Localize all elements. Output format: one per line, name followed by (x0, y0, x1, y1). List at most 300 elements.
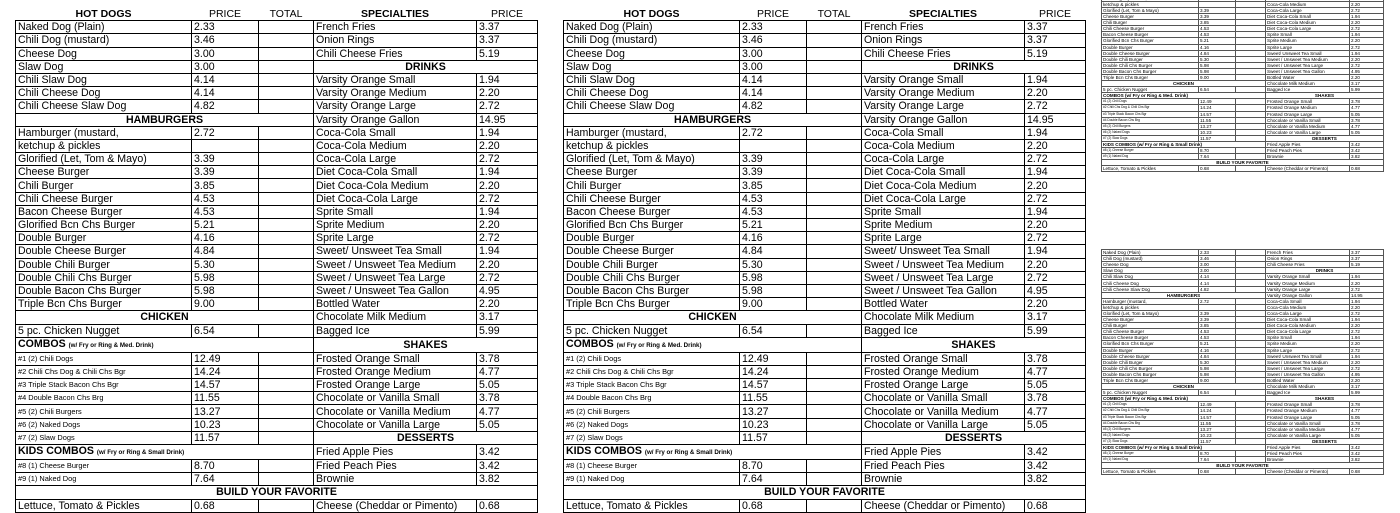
section-header: DRINKS (862, 60, 1086, 73)
item-name: #8 (1) Cheese Burger (1102, 148, 1199, 154)
item-price: 12.49 (192, 352, 259, 365)
item-name: Sprite Small (314, 205, 477, 218)
item-total-cell[interactable] (259, 298, 314, 311)
item-total-cell[interactable] (259, 34, 314, 47)
item-price: 3.37 (1025, 21, 1086, 34)
item-name: Diet Coca-Cola Large (1266, 26, 1350, 32)
section-header (16, 445, 314, 460)
item-name: #7 (2) Slaw Dogs (1102, 438, 1199, 444)
item-name: Varsity Orange Gallon (862, 113, 1025, 126)
item-name: #2 Chili Chs Dog & Chili Chs Bgr (1102, 105, 1199, 111)
item-name: Double Burger (1102, 347, 1199, 353)
item-name: Sweet/ Unsweet Tea Small (1266, 353, 1350, 359)
item-price: 3.42 (1350, 445, 1384, 451)
item-name: Sprite Large (862, 232, 1025, 245)
item-price: 13.27 (740, 405, 807, 418)
item-price: 2.20 (1025, 258, 1086, 271)
item-name: #9 (1) Naked Dog (1102, 457, 1199, 463)
item-name: Double Burger (16, 232, 192, 245)
column-header-specialties: SPECIALTIES (908, 8, 978, 21)
item-name: Cheese Burger (1102, 317, 1199, 323)
item-total-cell[interactable] (807, 271, 862, 284)
item-name: Frosted Orange Medium (862, 365, 1025, 378)
item-total-cell[interactable] (259, 166, 314, 179)
item-price: 3.78 (477, 352, 538, 365)
item-price: 14.95 (1025, 113, 1086, 126)
item-price: 3.42 (1350, 451, 1384, 457)
item-price: 4.77 (1350, 105, 1384, 111)
item-total-cell[interactable] (807, 166, 862, 179)
section-note: (w/ Fry or Ring & Med. Drink) (68, 341, 154, 349)
item-total-cell[interactable] (259, 431, 314, 444)
item-name: Chocolate or Vanilla Large (1266, 432, 1350, 438)
item-total-cell[interactable] (259, 139, 314, 152)
item-name: Chili Burger (1102, 20, 1199, 26)
item-name: Double Chili Chs Burger (564, 271, 740, 284)
item-price: 2.20 (1350, 280, 1384, 286)
item-price: 2.72 (477, 153, 538, 166)
item-total-cell[interactable] (807, 153, 862, 166)
item-name: #9 (1) Naked Dog (1102, 154, 1199, 160)
section-header: SHAKES (314, 337, 538, 352)
table-row (564, 100, 1086, 113)
item-name: #6 (2) Naked Dogs (16, 418, 192, 431)
item-name: Sprite Small (1266, 32, 1350, 38)
item-price: 3.78 (477, 392, 538, 405)
item-total-cell[interactable] (807, 392, 862, 405)
item-name: Frosted Orange Medium (1266, 105, 1350, 111)
item-name: Sweet/ Unsweet Tea Small (1266, 50, 1350, 56)
item-price: 0.68 (192, 499, 259, 512)
item-name: Bagged Ice (1266, 87, 1350, 93)
item-name: Varsity Orange Medium (314, 87, 477, 100)
table-row (1102, 469, 1384, 475)
item-price: 4.84 (1199, 50, 1236, 56)
item-name: Double Burger (1102, 44, 1199, 50)
item-price: 2.72 (1350, 329, 1384, 335)
menu-table (1101, 249, 1384, 475)
item-price: 2.72 (1350, 44, 1384, 50)
order-sheet-thumbnail-bottom (1101, 249, 1385, 500)
item-name: #2 Chili Chs Dog & Chili Chs Bgr (1102, 408, 1199, 414)
item-total-cell[interactable] (259, 284, 314, 297)
section-title: COMBOS (1103, 93, 1124, 99)
item-price: 7.64 (192, 473, 259, 486)
item-name: Chili Cheese Slaw Dog (564, 100, 740, 113)
item-total-cell[interactable] (259, 258, 314, 271)
column-header-price: PRICE (208, 8, 242, 21)
item-name: Bagged Ice (314, 324, 477, 337)
item-name: Chili Burger (1102, 323, 1199, 329)
item-price: 4.82 (192, 100, 259, 113)
item-total-cell[interactable] (807, 139, 862, 152)
table-row (16, 271, 538, 284)
table-row (16, 126, 538, 139)
section-header: SHAKES (1266, 396, 1384, 402)
item-name: Coca-Cola Medium (314, 139, 477, 152)
section-header: SHAKES (1266, 93, 1384, 99)
item-name: Chili Cheese Dog (564, 87, 740, 100)
item-name: Cheese Dog (16, 47, 192, 60)
item-name: Sweet/ Unsweet Tea Small (314, 245, 477, 258)
section-header: DRINKS (1266, 268, 1384, 274)
item-total-cell[interactable] (259, 232, 314, 245)
item-price: 5.99 (1350, 390, 1384, 396)
item-price: 5.98 (1199, 371, 1236, 377)
section-header: BUILD YOUR FAVORITE (1102, 463, 1384, 469)
item-total-cell[interactable] (259, 219, 314, 232)
item-price: 1.94 (477, 166, 538, 179)
item-total-cell[interactable] (259, 153, 314, 166)
item-total-cell[interactable] (807, 47, 862, 60)
item-price: 1.94 (1025, 166, 1086, 179)
item-name: #7 (2) Slaw Dogs (16, 431, 192, 444)
item-total-cell[interactable] (807, 73, 862, 86)
item-name: Bottled Water (1266, 74, 1350, 80)
item-price: 4.14 (1199, 274, 1236, 280)
item-total-cell[interactable] (259, 126, 314, 139)
item-name: Chili Dog (mustard) (16, 34, 192, 47)
item-name: Double Chili Burger (564, 258, 740, 271)
item-name: Coca-Cola Medium (1266, 1, 1350, 7)
item-price: 3.39 (192, 153, 259, 166)
item-name: Varsity Orange Small (314, 73, 477, 86)
item-total-cell[interactable] (259, 324, 314, 337)
item-total-cell[interactable] (259, 245, 314, 258)
item-name: Frosted Orange Large (314, 379, 477, 392)
item-total-cell[interactable] (259, 473, 314, 486)
section-title: COMBOS (1103, 396, 1124, 402)
item-price: 3.37 (477, 21, 538, 34)
item-price: 2.33 (740, 21, 807, 34)
item-total-cell[interactable] (259, 418, 314, 431)
item-total-cell[interactable] (807, 205, 862, 218)
item-price: 0.68 (1350, 469, 1384, 475)
item-total-cell[interactable] (807, 21, 862, 34)
item-total-cell[interactable] (259, 87, 314, 100)
item-price: 4.53 (740, 205, 807, 218)
item-name: #5 (2) Chili Burgers (564, 405, 740, 418)
item-name: Coca-Cola Small (1266, 298, 1350, 304)
item-price: 3.42 (1350, 142, 1384, 148)
item-price: 2.72 (1025, 232, 1086, 245)
item-price: 2.72 (477, 100, 538, 113)
item-name: Chili Cheese Burger (564, 192, 740, 205)
item-price: 3.78 (1350, 420, 1384, 426)
item-name: Double Chili Chs Burger (1102, 62, 1199, 68)
item-name: #9 (1) Naked Dog (564, 473, 740, 486)
item-name: Naked Dog (Plain) (1102, 250, 1199, 256)
item-name: Chocolate or Vanilla Medium (1266, 426, 1350, 432)
item-price: 9.00 (192, 298, 259, 311)
item-name: Lettuce, Tomato & Pickles (1102, 469, 1199, 475)
item-total-cell[interactable] (807, 405, 862, 418)
item-name: ketchup & pickles (16, 139, 192, 152)
item-name: Frosted Orange Large (1266, 111, 1350, 117)
table-row (564, 365, 1086, 378)
table-row (16, 205, 538, 218)
item-price: 3.46 (192, 34, 259, 47)
item-total-cell[interactable] (259, 179, 314, 192)
table-row (16, 73, 538, 86)
item-total-cell[interactable] (259, 405, 314, 418)
item-name: Coca-Cola Small (314, 126, 477, 139)
item-total-cell[interactable] (259, 379, 314, 392)
item-price: 0.68 (740, 499, 807, 512)
table-row (564, 258, 1086, 271)
item-total-cell[interactable] (259, 73, 314, 86)
item-name: Double Cheese Burger (564, 245, 740, 258)
item-name: Bacon Cheese Burger (1102, 335, 1199, 341)
section-note: (w/ Fry or Ring & Med. Drink) (1124, 396, 1188, 402)
table-row (564, 271, 1086, 284)
table-row (564, 379, 1086, 392)
section-header: HAMBURGERS (1102, 292, 1266, 298)
item-name: French Fries (314, 21, 477, 34)
item-price: 3.17 (1350, 384, 1384, 390)
item-name: #5 (2) Chili Burgers (1102, 123, 1199, 129)
table-row (564, 445, 1086, 460)
item-total-cell[interactable] (1236, 166, 1266, 172)
item-name: Bagged Ice (862, 324, 1025, 337)
item-price: 4.53 (1199, 32, 1236, 38)
item-name: Coca-Cola Small (862, 126, 1025, 139)
item-name: Cheese Burger (564, 166, 740, 179)
item-price: 4.82 (1199, 286, 1236, 292)
item-total-cell[interactable] (807, 499, 862, 512)
item-total-cell[interactable] (807, 232, 862, 245)
item-total-cell[interactable] (807, 418, 862, 431)
section-note: (w/ Fry or Ring & Small Drink) (96, 449, 185, 456)
table-row (16, 179, 538, 192)
table-row (16, 460, 538, 473)
item-name: ketchup & pickles (1102, 304, 1199, 310)
table-row (1102, 166, 1384, 172)
item-total-cell[interactable] (807, 219, 862, 232)
item-price: 4.95 (1025, 284, 1086, 297)
item-price: 5.99 (477, 324, 538, 337)
item-price: 2.72 (1025, 192, 1086, 205)
table-row (564, 499, 1086, 512)
item-price: 8.70 (1199, 451, 1236, 457)
item-total-cell[interactable] (807, 34, 862, 47)
item-total-cell[interactable] (807, 245, 862, 258)
item-price: 1.94 (477, 73, 538, 86)
item-total-cell[interactable] (259, 271, 314, 284)
item-name: Fried Peach Pies (1266, 451, 1350, 457)
item-price: 3.42 (1025, 445, 1086, 460)
item-total-cell[interactable] (807, 126, 862, 139)
item-name: Triple Bcn Chs Burger (1102, 74, 1199, 80)
item-price: 3.37 (1350, 256, 1384, 262)
item-name: Hamburger (mustard, (564, 126, 740, 139)
item-total-cell[interactable] (259, 192, 314, 205)
item-price: 4.53 (192, 192, 259, 205)
item-name: Varsity Orange Large (862, 100, 1025, 113)
item-price: 3.85 (1199, 20, 1236, 26)
section-header: BUILD YOUR FAVORITE (564, 486, 1086, 499)
item-total-cell[interactable] (807, 298, 862, 311)
item-total-cell[interactable] (807, 100, 862, 113)
item-price: 1.94 (1350, 298, 1384, 304)
item-name: Chili Cheese Dog (16, 87, 192, 100)
item-price: 5.98 (192, 284, 259, 297)
table-row (564, 205, 1086, 218)
item-total-cell[interactable] (807, 379, 862, 392)
item-price: 8.70 (740, 460, 807, 473)
table-row (16, 166, 538, 179)
column-header-hot-dogs: HOT DOGS (75, 8, 132, 21)
item-total-cell[interactable] (259, 100, 314, 113)
item-price: 3.00 (740, 60, 807, 73)
item-price: 14.95 (477, 113, 538, 126)
item-price: 3.78 (1025, 392, 1086, 405)
item-price: 5.05 (477, 379, 538, 392)
item-name: Naked Dog (Plain) (564, 21, 740, 34)
table-row (564, 232, 1086, 245)
section-title: KIDS COMBOS (18, 445, 94, 457)
item-total-cell[interactable] (807, 324, 862, 337)
item-total-cell[interactable] (259, 460, 314, 473)
item-price: 14.57 (740, 379, 807, 392)
item-price: 6.54 (740, 324, 807, 337)
item-price: 12.49 (1199, 402, 1236, 408)
item-name: French Fries (1266, 250, 1350, 256)
item-name: Lettuce, Tomato & Pickles (564, 499, 740, 512)
item-name: Double Cheese Burger (1102, 353, 1199, 359)
item-price: 2.72 (1025, 153, 1086, 166)
item-price: 2.72 (477, 271, 538, 284)
header-row (564, 8, 1086, 21)
item-price: 2.72 (192, 126, 259, 139)
item-name: Double Chili Burger (16, 258, 192, 271)
item-total-cell[interactable] (807, 192, 862, 205)
section-note: (w/ Fry or Ring & Small Drink) (644, 449, 733, 456)
item-total-cell[interactable] (807, 284, 862, 297)
item-name: Frosted Orange Small (314, 352, 477, 365)
item-price: 0.68 (1199, 166, 1236, 172)
item-price: 4.16 (740, 232, 807, 245)
item-price: 3.78 (1350, 99, 1384, 105)
section-header: DESSERTS (1266, 438, 1384, 444)
item-total-cell[interactable] (807, 60, 862, 73)
item-name: Diet Coca-Cola Small (1266, 317, 1350, 323)
item-price: 11.55 (1199, 117, 1236, 123)
item-price: 2.72 (1025, 271, 1086, 284)
item-total-cell[interactable] (259, 352, 314, 365)
item-price: 11.55 (1199, 420, 1236, 426)
item-name: Frosted Orange Small (862, 352, 1025, 365)
item-name: #2 Chili Chs Dog & Chili Chs Bgr (564, 365, 740, 378)
item-name: Brownie (1266, 154, 1350, 160)
item-name: Glorified Bcn Chs Burger (1102, 341, 1199, 347)
item-price: 3.39 (1199, 310, 1236, 316)
item-price: 3.85 (1199, 323, 1236, 329)
section-title: COMBOS (566, 337, 614, 350)
item-name: Frosted Orange Large (1266, 414, 1350, 420)
item-price: 3.46 (740, 34, 807, 47)
item-name: Bottled Water (314, 298, 477, 311)
item-price: 5.19 (1025, 47, 1086, 60)
item-name: Brownie (862, 473, 1025, 486)
item-name: Glorified Bcn Chs Burger (1102, 38, 1199, 44)
item-name: #3 Triple Stack Bacon Chs Bgr (564, 379, 740, 392)
item-name: Onion Rings (314, 34, 477, 47)
table-row (564, 126, 1086, 139)
section-header: DESSERTS (1266, 135, 1384, 141)
item-price: 14.95 (1350, 292, 1384, 298)
item-name: Chili Burger (16, 179, 192, 192)
item-total-cell[interactable] (259, 47, 314, 60)
item-total-cell[interactable] (807, 87, 862, 100)
item-price: 5.05 (1025, 418, 1086, 431)
item-total-cell[interactable] (259, 205, 314, 218)
item-name: Onion Rings (862, 34, 1025, 47)
item-price: 14.57 (192, 379, 259, 392)
item-total-cell[interactable] (807, 460, 862, 473)
item-total-cell[interactable] (259, 60, 314, 73)
item-name: 5 pc. Chicken Nugget (1102, 87, 1199, 93)
item-name: Sweet / Unsweet Tea Gallon (1266, 68, 1350, 74)
item-name: Diet Coca-Cola Small (314, 166, 477, 179)
item-total-cell[interactable] (259, 392, 314, 405)
section-title: COMBOS (18, 337, 66, 350)
item-name: Double Chili Chs Burger (16, 271, 192, 284)
item-price: 3.42 (477, 460, 538, 473)
item-total-cell[interactable] (807, 352, 862, 365)
item-name: Glorified (Let, Tom & Mayo) (564, 153, 740, 166)
item-price: 4.77 (1025, 365, 1086, 378)
item-price: 2.20 (1350, 1, 1384, 7)
table-row (564, 139, 1086, 152)
item-price: 4.53 (1199, 26, 1236, 32)
item-name: Cheese Dog (1102, 262, 1199, 268)
item-total-cell[interactable] (807, 179, 862, 192)
item-total-cell[interactable] (807, 258, 862, 271)
item-price: 2.20 (1350, 56, 1384, 62)
item-name: #4 Double Bacon Chs Brg (564, 392, 740, 405)
item-price: 3.39 (1199, 317, 1236, 323)
item-total-cell[interactable] (807, 431, 862, 444)
item-total-cell[interactable] (807, 365, 862, 378)
item-price: 9.00 (1199, 377, 1236, 383)
item-total-cell[interactable] (259, 499, 314, 512)
item-total-cell[interactable] (1236, 469, 1266, 475)
column-header-specialties: SPECIALTIES (360, 8, 430, 21)
table-row (16, 379, 538, 392)
table-row (16, 47, 538, 60)
item-price: 3.39 (740, 153, 807, 166)
item-total-cell[interactable] (259, 365, 314, 378)
item-price: 4.14 (192, 87, 259, 100)
item-name: Cheese (Cheddar or Pimento) (1266, 166, 1350, 172)
item-name: Sweet / Unsweet Tea Gallon (862, 284, 1025, 297)
item-name: Double Burger (564, 232, 740, 245)
item-total-cell[interactable] (259, 21, 314, 34)
section-header: BUILD YOUR FAVORITE (1102, 160, 1384, 166)
item-name: #8 (1) Cheese Burger (1102, 451, 1199, 457)
item-total-cell[interactable] (807, 473, 862, 486)
item-name: Chili Cheese Slaw Dog (1102, 286, 1199, 292)
item-name: Triple Bcn Chs Burger (16, 298, 192, 311)
table-row (564, 311, 1086, 324)
section-header: CHICKEN (564, 311, 862, 324)
item-name: Varsity Orange Gallon (1266, 292, 1350, 298)
item-name: Sprite Large (1266, 44, 1350, 50)
item-name: Slaw Dog (1102, 268, 1199, 274)
item-name: Frosted Orange Small (1266, 402, 1350, 408)
item-price: 2.20 (1350, 304, 1384, 310)
